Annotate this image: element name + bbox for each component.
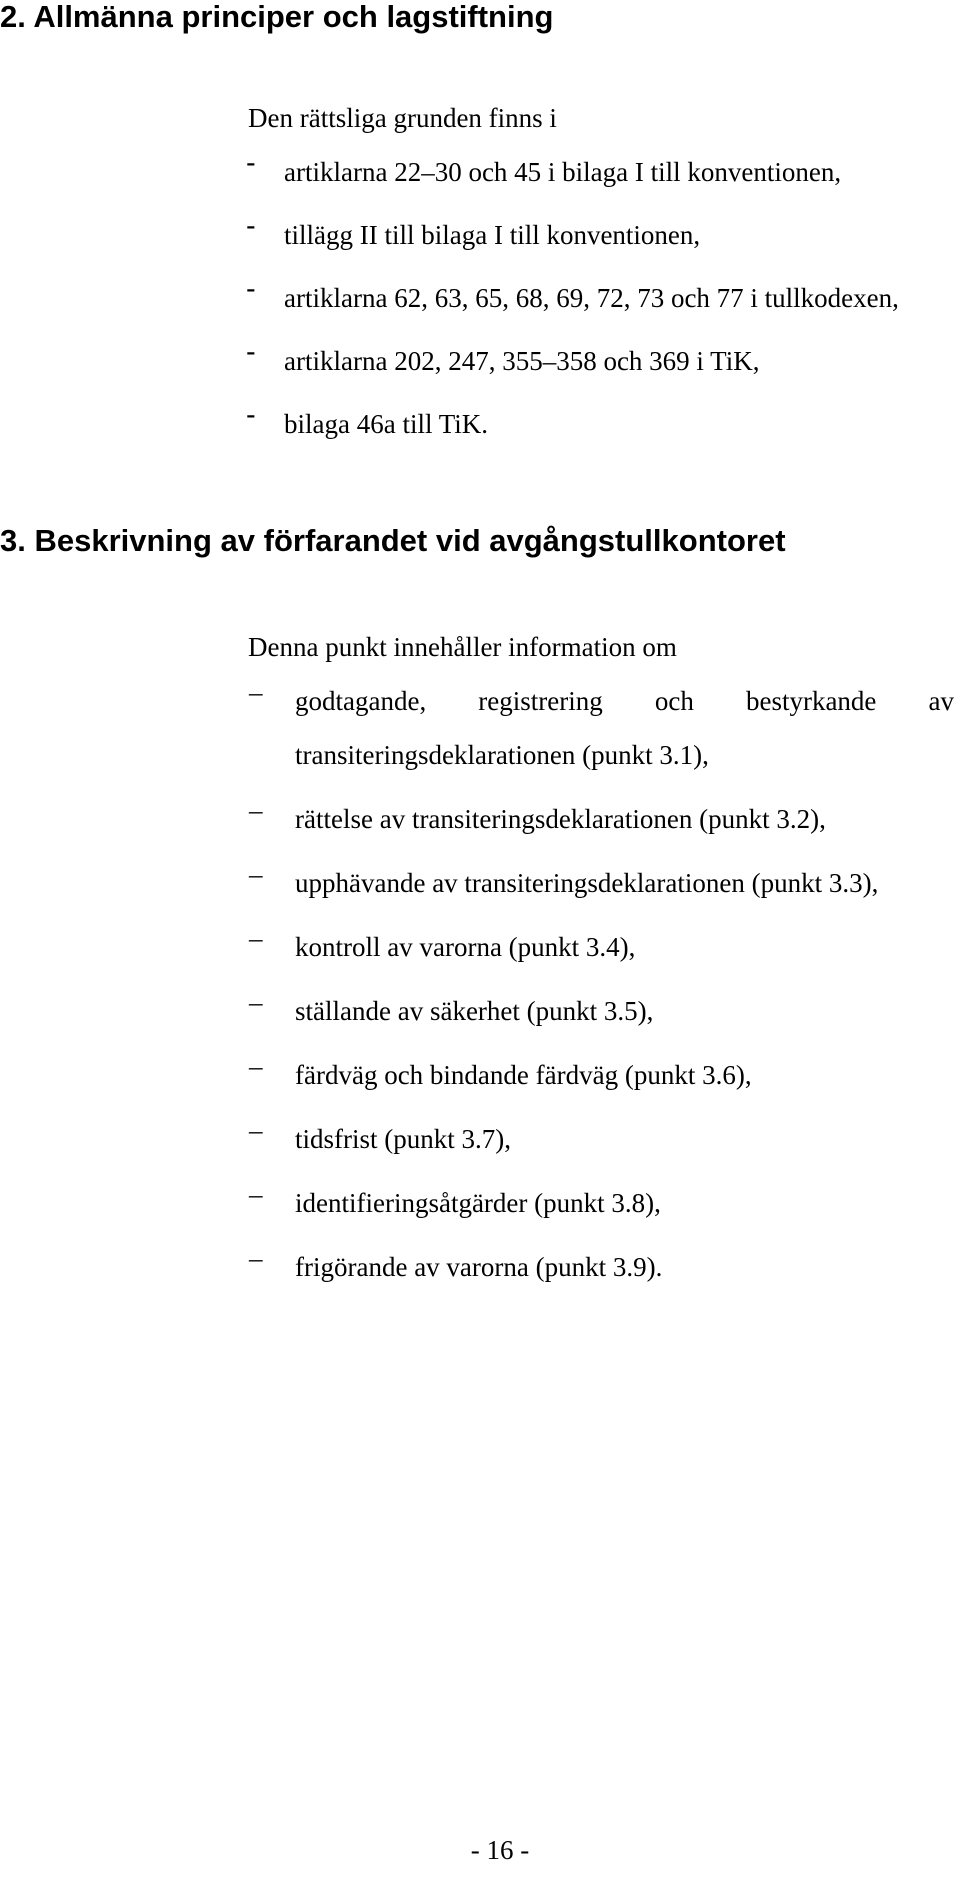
- list-item: [249, 792, 954, 846]
- list-item: [249, 1048, 954, 1102]
- list-item-text: artiklarna 62, 63, 65, 68, 69, 72, 73 och 77 i tullkodexen,: [284, 283, 899, 313]
- bullet-dash: -: [246, 273, 256, 305]
- list-item-text: färdväg och bindande färdväg (punkt 3.6),: [295, 1060, 752, 1090]
- list-item: [249, 1176, 954, 1230]
- list-item-text: kontroll av varorna (punkt 3.4),: [295, 932, 636, 962]
- section-2-heading: 2. Allmänna principer och lagstiftning: [0, 0, 554, 34]
- list-item-text: ställande av säkerhet (punkt 3.5),: [295, 996, 654, 1026]
- bullet-dash: –: [249, 1115, 263, 1145]
- list-item-text: upphävande av transiteringsdeklarationen (punkt 3.3),: [295, 868, 879, 898]
- bullet-dash: -: [246, 210, 256, 242]
- list-item-text: bilaga 46a till TiK.: [284, 409, 489, 439]
- list-item: [246, 145, 944, 199]
- bullet-dash: –: [249, 1243, 263, 1273]
- list-item-text: tillägg II till bilaga I till konventionen,: [284, 220, 701, 250]
- list-item: [249, 1240, 954, 1294]
- section-2-intro: Den rättsliga grunden finns i: [248, 103, 557, 133]
- procedure-topics-list: [249, 677, 954, 1313]
- list-item-text: frigörande av varorna (punkt 3.9).: [295, 1252, 663, 1282]
- bullet-dash: –: [249, 677, 263, 707]
- bullet-dash: -: [246, 336, 256, 368]
- page-number: - 16 -: [470, 1835, 530, 1865]
- bullet-dash: –: [249, 859, 263, 889]
- list-item: [249, 674, 954, 782]
- bullet-dash: –: [249, 987, 263, 1017]
- list-item-text: artiklarna 22–30 och 45 i bilaga I till konventionen,: [284, 157, 842, 187]
- list-item: [249, 1112, 954, 1166]
- list-item-text: tidsfrist (punkt 3.7),: [295, 1124, 511, 1154]
- bullet-dash: –: [249, 1179, 263, 1209]
- legal-basis-list: [246, 147, 944, 469]
- list-item: [246, 208, 944, 262]
- bullet-dash: –: [249, 923, 263, 953]
- section-3-heading: 3. Beskrivning av förfarandet vid avgångstullkontoret: [0, 523, 786, 558]
- list-item-text: rättelse av transiteringsdeklarationen (punkt 3.2),: [295, 804, 826, 834]
- list-item: [249, 856, 954, 910]
- list-item-text: artiklarna 202, 247, 355–358 och 369 i TiK,: [284, 346, 760, 376]
- list-item: [249, 920, 954, 974]
- bullet-dash: –: [249, 1051, 263, 1081]
- list-item: [246, 334, 944, 388]
- list-item-text: identifieringsåtgärder (punkt 3.8),: [295, 1188, 661, 1218]
- bullet-dash: -: [246, 399, 256, 431]
- list-item: [246, 271, 944, 325]
- section-3-intro: Denna punkt innehåller information om: [248, 632, 677, 662]
- bullet-dash: -: [246, 147, 256, 179]
- list-item-text: godtagande, registrering och bestyrkande av transiteringsdeklarationen (punkt 3.1),: [295, 686, 954, 770]
- list-item: [249, 984, 954, 1038]
- list-item: [246, 397, 944, 451]
- bullet-dash: –: [249, 795, 263, 825]
